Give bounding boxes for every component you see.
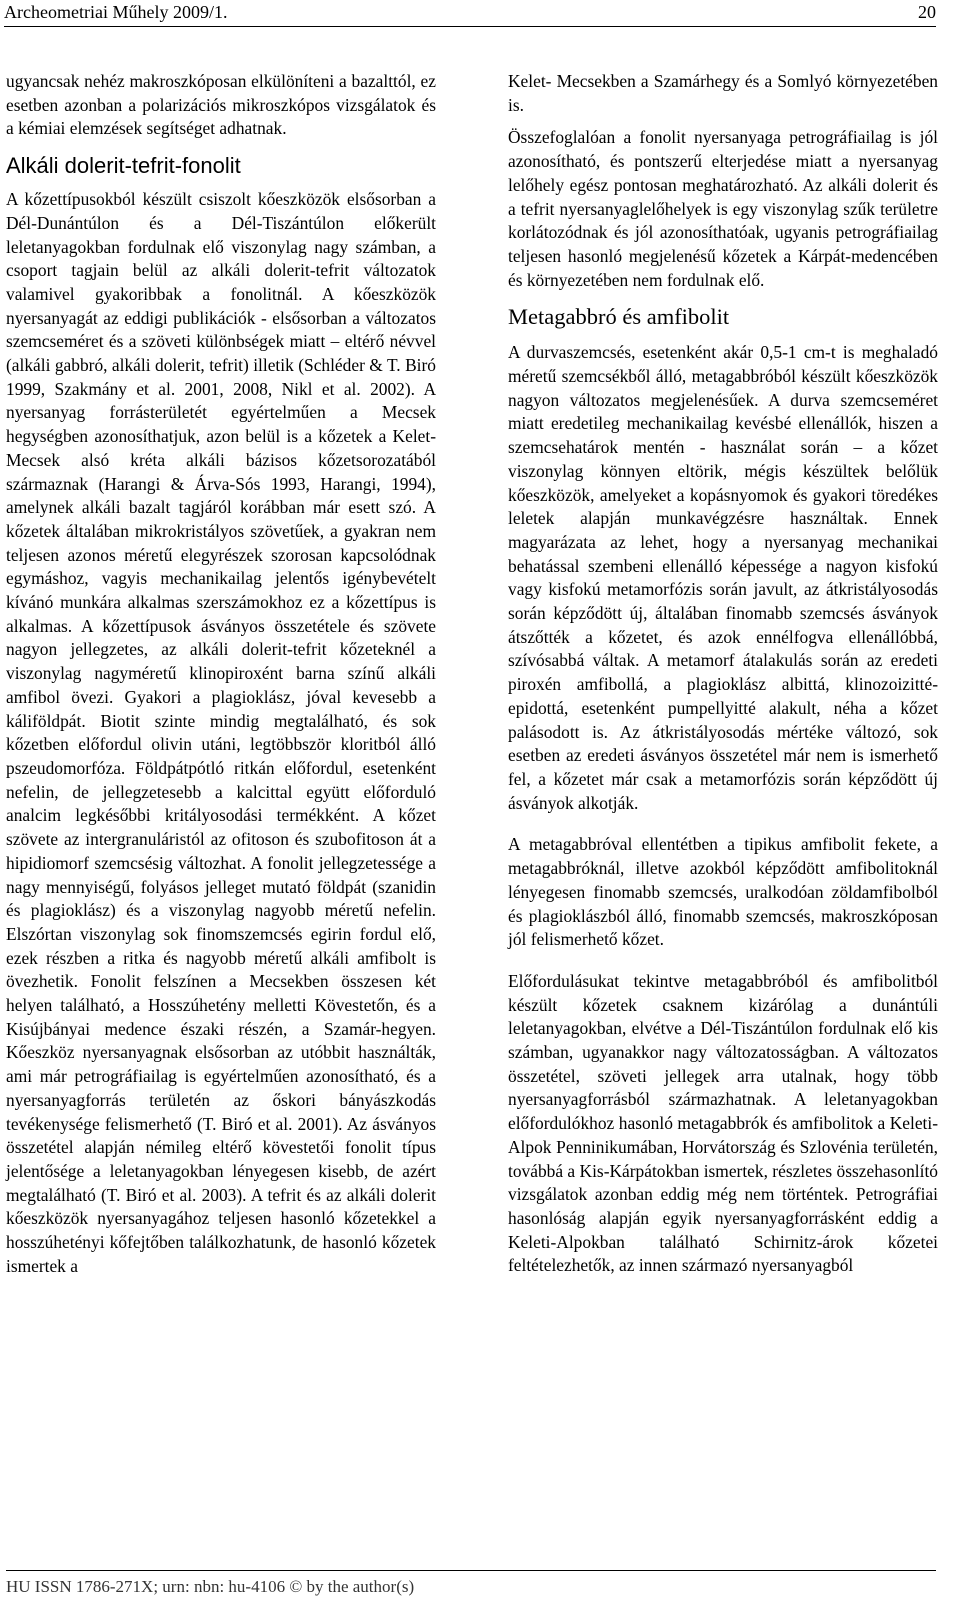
paragraph-kelet-mecsek: Kelet- Mecsekben a Szamárhegy és a Somlyó környezetében is. — [508, 71, 938, 115]
section-heading-metagabbro: Metagabbró és amfibolit — [508, 304, 730, 330]
right-column — [508, 70, 938, 1278]
page-footer — [6, 1570, 936, 1605]
page-header — [4, 0, 936, 27]
paragraph-summary: Összefoglalóan a fonolit nyersanyaga petrográfiailag is jól azonosítható, és pontszerű elterjedése miatt a nyersanyag lelőhely egész pontosan meghatározható. Az alkáli dolerit és a tefrit nyersanyaglelőhelyek is egy viszonylag szűk területre korlátozódnak és jól azonosíthatóak, ugyanis petrográfiailag teljesen hasonló megjelenésű kőzetek a Kárpát-medencében és környezetében nem fordulnak elő. — [508, 127, 938, 290]
issn-footer: HU ISSN 1786-271X; urn: nbn: hu-4106 © by the author(s) — [6, 1577, 415, 1596]
left-column — [6, 70, 436, 1278]
journal-title: Archeometriai Műhely 2009/1. — [4, 2, 228, 22]
paragraph-occurrence: Előfordulásukat tekintve metagabbróból és amfibolitból készült kőzetek csaknem kizárólag a dunántúli leletanyagokban, elvétve a Dél-Tiszántúlon fordulnak elő kis számban, ugyanakkor nagy változatosságban. A változatos összetétel, szöveti jellegek arra utalnak, hogy több nyersanyagforrásból származhatnak. A leletanyagokban előfordulókhoz hasonló metagabbrók és amfibolitok a Keleti-Alpok Penninikumában, Horvátország és Szlovénia területén, továbbá a Kis-Kárpátokban ismertek, részletes összehasonlító vizsgálatok azonban eddig még nem történtek. Petrográfiai hasonlóság alapján egyik nyersanyagforrásként eddig a Keleti-Alpokban található Schirnitz-árok kőzetei feltételezhetők, az innen származó nyersanyagból — [508, 970, 938, 1276]
intro-paragraph: ugyancsak nehéz makroszkóposan elkülöníteni a bazalttól, ez esetben azonban a polarizációs mikroszkópos vizsgálatok és a kémiai elemzések segítséget adhatnak. — [6, 71, 436, 139]
paragraph-amfibolit: A metagabbróval ellentétben a tipikus amfibolit fekete, a metagabbróknál, illetve azokból képződött amfibolitoknál lényegesen finomabb szemcsés, uralkodóan zöldamfibolból és plagioklászból álló, finomabb szemcsés, makroszkóposan jól felismerhető kőzet. — [508, 834, 938, 950]
section-heading-alkali-dolerit: Alkáli dolerit-tefrit-fonolit — [6, 153, 241, 179]
paragraph-metagabbro: A durvaszemcsés, esetenként akár 0,5-1 cm-t is meghaladó méretű szemcsékből álló, metagabbróból készült kőeszközök nagyon változatos megjelenésűek. A durva szemcseméret miatt eredetileg mechanikailag kevésbé ellenállók, hiszen a szemcsehatárok mentén - használat során – a kőzet viszonylag könnyen eltörik, mégis készültek belőlük kőeszközök, amelyeket a kopásnyomok és gyakori töredékes leletek alapján munkavégzésre használtak. Ennek magyarázata az lehet, hogy a nyersanyag mechanikai behatással szembeni ellenálló képessége a nagyon kisfokú vagy kisfokú metamorfózis során javult, az átkristályosodás során képződött új, általában finomabb szemcsés ásványok átszőtték a kőzetet, és azok ennélfogva ellenállóbbá, szívósabbá váltak. A metamorf átalakulás során az eredeti piroxén amfibollá, a plagioklász albittá, klinozoizitté-epidottá, esetenként pumpellyitté alakult, néha a kőzet palásodott is. Az átkristályosodás mértéke változó, sok esetben az eredeti ásványos összetétel már nem is ismerhető fel, a kőzetet már csak a metamorfózis során képződött új ásványok alkotják. — [508, 342, 938, 813]
body-paragraph: A kőzettípusokból készült csiszolt kőeszközök elsősorban a Dél-Dunántúlon és a Dél-Tiszántúlon előkerült leletanyagokban fordulnak elő viszonylag nagy számban, a csoport tagjain belül az alkáli dolerit-tefrit változatok valamivel gyakoribbak a fonolitnál. A kőeszközök nyersanyagát az eddigi publikációk - elsősorban a változatos szemcseméret és a szöveti különbségek miatt – eltérő névvel (alkáli gabbró, alkáli dolerit, tefrit) illetik (Schléder & T. Biró 1999, Szakmány et al. 2001, 2008, Nikl et al. 2002). A nyersanyag forrásterületét egyértelműen a Mecsek hegységben azonosíthatjuk, azon belül is a kőzetek a Kelet-Mecsek alsó kréta alkáli bázisos kőzetsorozatából származnak (Harangi & Árva-Sós 1993, Harangi, 1994), amelynek alkáli bazalt tagjáról korábban már esett szó. A kőzetek általában mikrokristályos szövetűek, a gyakran nem teljesen azonos méretű elegyrészek szorosan kapcsolódnak egymáshoz, vagyis mechanikailag jelentős igénybevételt kívánó munkára alkalmas szerszámokhoz ez a kőzettípus is alkalmas. A kőzettípusok ásványos összetétele és szövete nagyon jellegzetes, az alkáli dolerit-tefrit kőzeteknél a viszonylag nagyméretű klinopiroxént barna színű alkáli amfibol övezi. Gyakori a plagioklász, jóval kevesebb a káliföldpát. Biotit szinte mindig megtalálható, és sok kőzetben előfordul olivin utáni, legtöbbször kloritból álló pszeudomorfóza. Földpátpótló ritkán előfordul, esetenként nefelin, de jellegzetesebb a kalcittal együtt előforduló analcim legkésőbbi kritályosodási termékként. A kőzet szövete az intergranuláristól az ofitoson és szubofitoson át a hipidiomorf szemcsésig változhat. A fonolit jellegzetessége a nagy mennyiségű, folyásos jelleget mutató földpát (szanidin és plagioklász) és a viszonylag nagyobb méretű nefelin. Elszórtan viszonylag sok finomszemcsés egirin fordul elő, ezek részben a ritka és nagyobb méretű alkáli amfibolt is övezhetik. Fonolit felszínen a Mecsekben összesen két helyen található, a Hosszúhetény melletti Kövestetőn, és a Kisújbányai medence északi részén, a Szamár-hegyen. Kőeszköz nyersanyagnak elsősorban az utóbbit használták, ami már petrográfiailag is egyértelműen azonosítható, és a nyersanyagforrás területén az őskori bányászkodás tevékenysége felismerhető (T. Biró et al. 2001). Az ásványos összetétel alapján némileg eltérő kövestetői fonolit típus jelentősége a leletanyagokban lényegesen kisebb, de azért megtalálható (T. Biró et al. 2003). A tefrit és az alkáli dolerit kőeszközök nyersanyagához teljesen hasonló kőzetekkel a hosszúhetényi kőfejtőben találkozhatunk, de hasonló kőzetek ismertek a — [6, 189, 436, 1276]
page-number: 20 — [918, 2, 936, 22]
